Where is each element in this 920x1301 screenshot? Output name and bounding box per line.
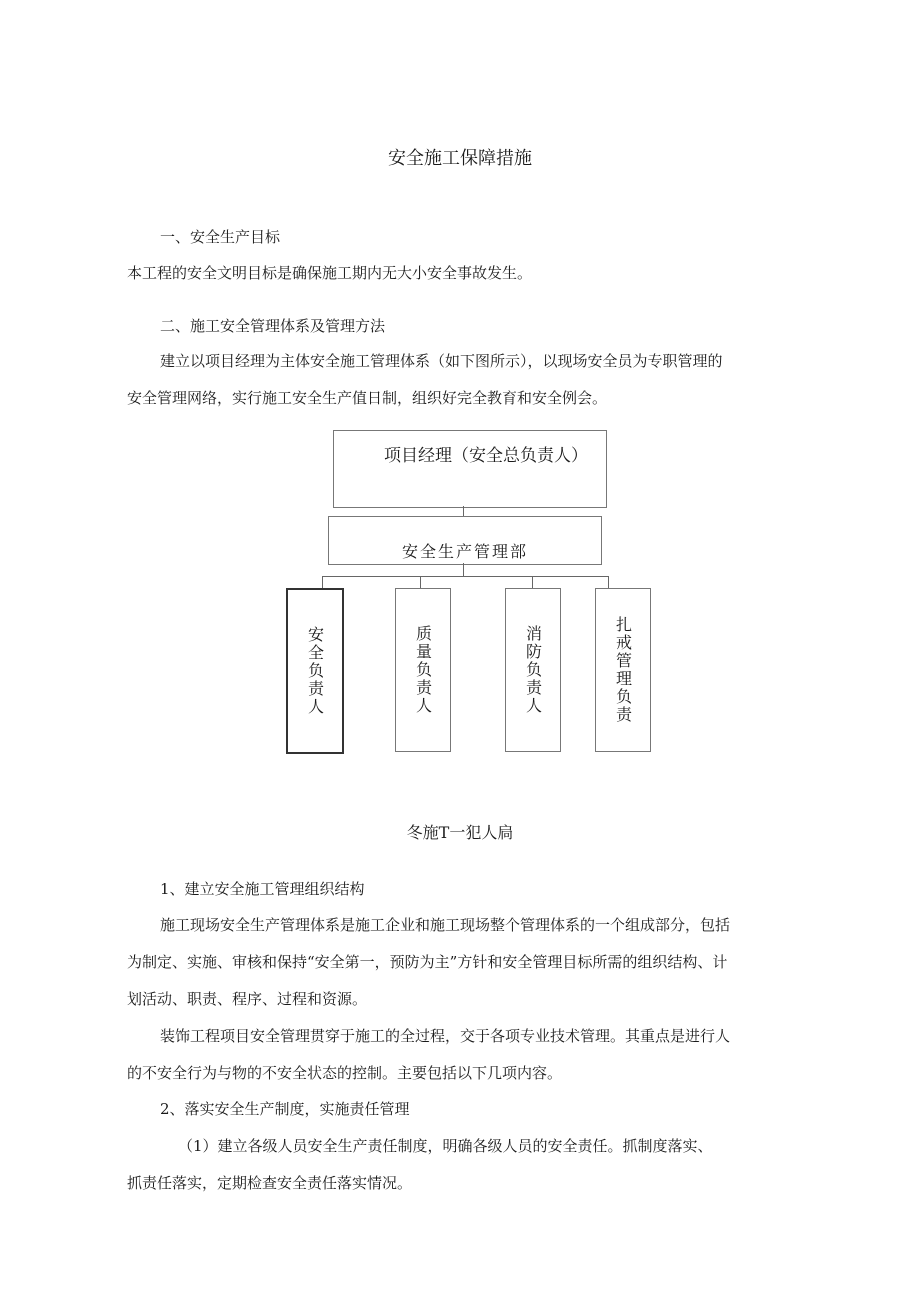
org-label-manager: 项目经理（安全总负责人） <box>384 446 588 466</box>
org-box-fire-lead <box>505 588 561 752</box>
org-chart <box>270 428 633 768</box>
connector-line <box>420 576 421 588</box>
page-title: 安全施工保障措施 <box>388 148 532 169</box>
connector-line <box>322 576 323 588</box>
org-label-safety-lead: 安全负责人 <box>305 626 325 716</box>
chart-caption: 冬施T一犯人扃 <box>406 823 514 842</box>
org-box-manager <box>333 430 607 508</box>
connector-line <box>463 563 464 576</box>
org-box-department <box>328 516 602 565</box>
org-box-quality-lead <box>395 588 451 752</box>
connector-line <box>532 576 533 588</box>
paragraph-org-structure-line-3: 划活动、职责、程序、过程和资源。 <box>127 990 368 1008</box>
section-heading-org-structure: 1、建立安全施工管理组织结构 <box>160 880 365 898</box>
org-label-quality-lead: 质量负责人 <box>413 625 433 715</box>
paragraph-safety-goal: 本工程的安全文明目标是确保施工期内无大小安全事故发生。 <box>127 264 533 282</box>
paragraph-project-safety-line-1: 装饰工程项目安全管理贯穿于施工的全过程，交于各项专业技术管理。其重点是进行人 <box>160 1027 731 1045</box>
section-heading-safety-goal: 一、安全生产目标 <box>160 228 281 246</box>
list-item-responsibility-line-1: （1）建立各级人员安全生产责任制度，明确各级人员的安全责任。抓制度落实、 <box>178 1137 713 1155</box>
org-label-department: 安全生产管理部 <box>401 542 528 561</box>
paragraph-org-structure-line-1: 施工现场安全生产管理体系是施工企业和施工现场整个管理体系的一个组成部分，包括 <box>160 916 731 934</box>
section-heading-management-system: 二、施工安全管理体系及管理方法 <box>160 317 386 335</box>
org-box-safety-lead <box>286 588 344 754</box>
org-label-discipline-lead: 扎戒管理负责 <box>613 616 633 724</box>
connector-line <box>322 576 608 577</box>
connector-line <box>463 506 464 516</box>
paragraph-management-system-line-1: 建立以项目经理为主体安全施工管理体系（如下图所示），以现场安全员为专职管理的 <box>160 352 723 370</box>
section-heading-responsibility: 2、落实安全生产制度，实施责任管理 <box>160 1100 410 1118</box>
connector-line <box>608 576 609 588</box>
org-box-discipline-lead <box>595 588 651 752</box>
org-label-fire-lead: 消防负责人 <box>523 625 543 715</box>
paragraph-management-system-line-2: 安全管理网络，实行施工安全生产值日制，组织好完全教育和安全例会。 <box>127 389 608 407</box>
paragraph-org-structure-line-2: 为制定、实施、审核和保持“安全第一，预防为主”方针和安全管理目标所需的组织结构、计 <box>127 953 728 971</box>
list-item-responsibility-line-2: 抓责任落实，定期检查安全责任落实情况。 <box>127 1174 413 1192</box>
paragraph-project-safety-line-2: 的不安全行为与物的不安全状态的控制。主要包括以下几项内容。 <box>127 1064 563 1082</box>
